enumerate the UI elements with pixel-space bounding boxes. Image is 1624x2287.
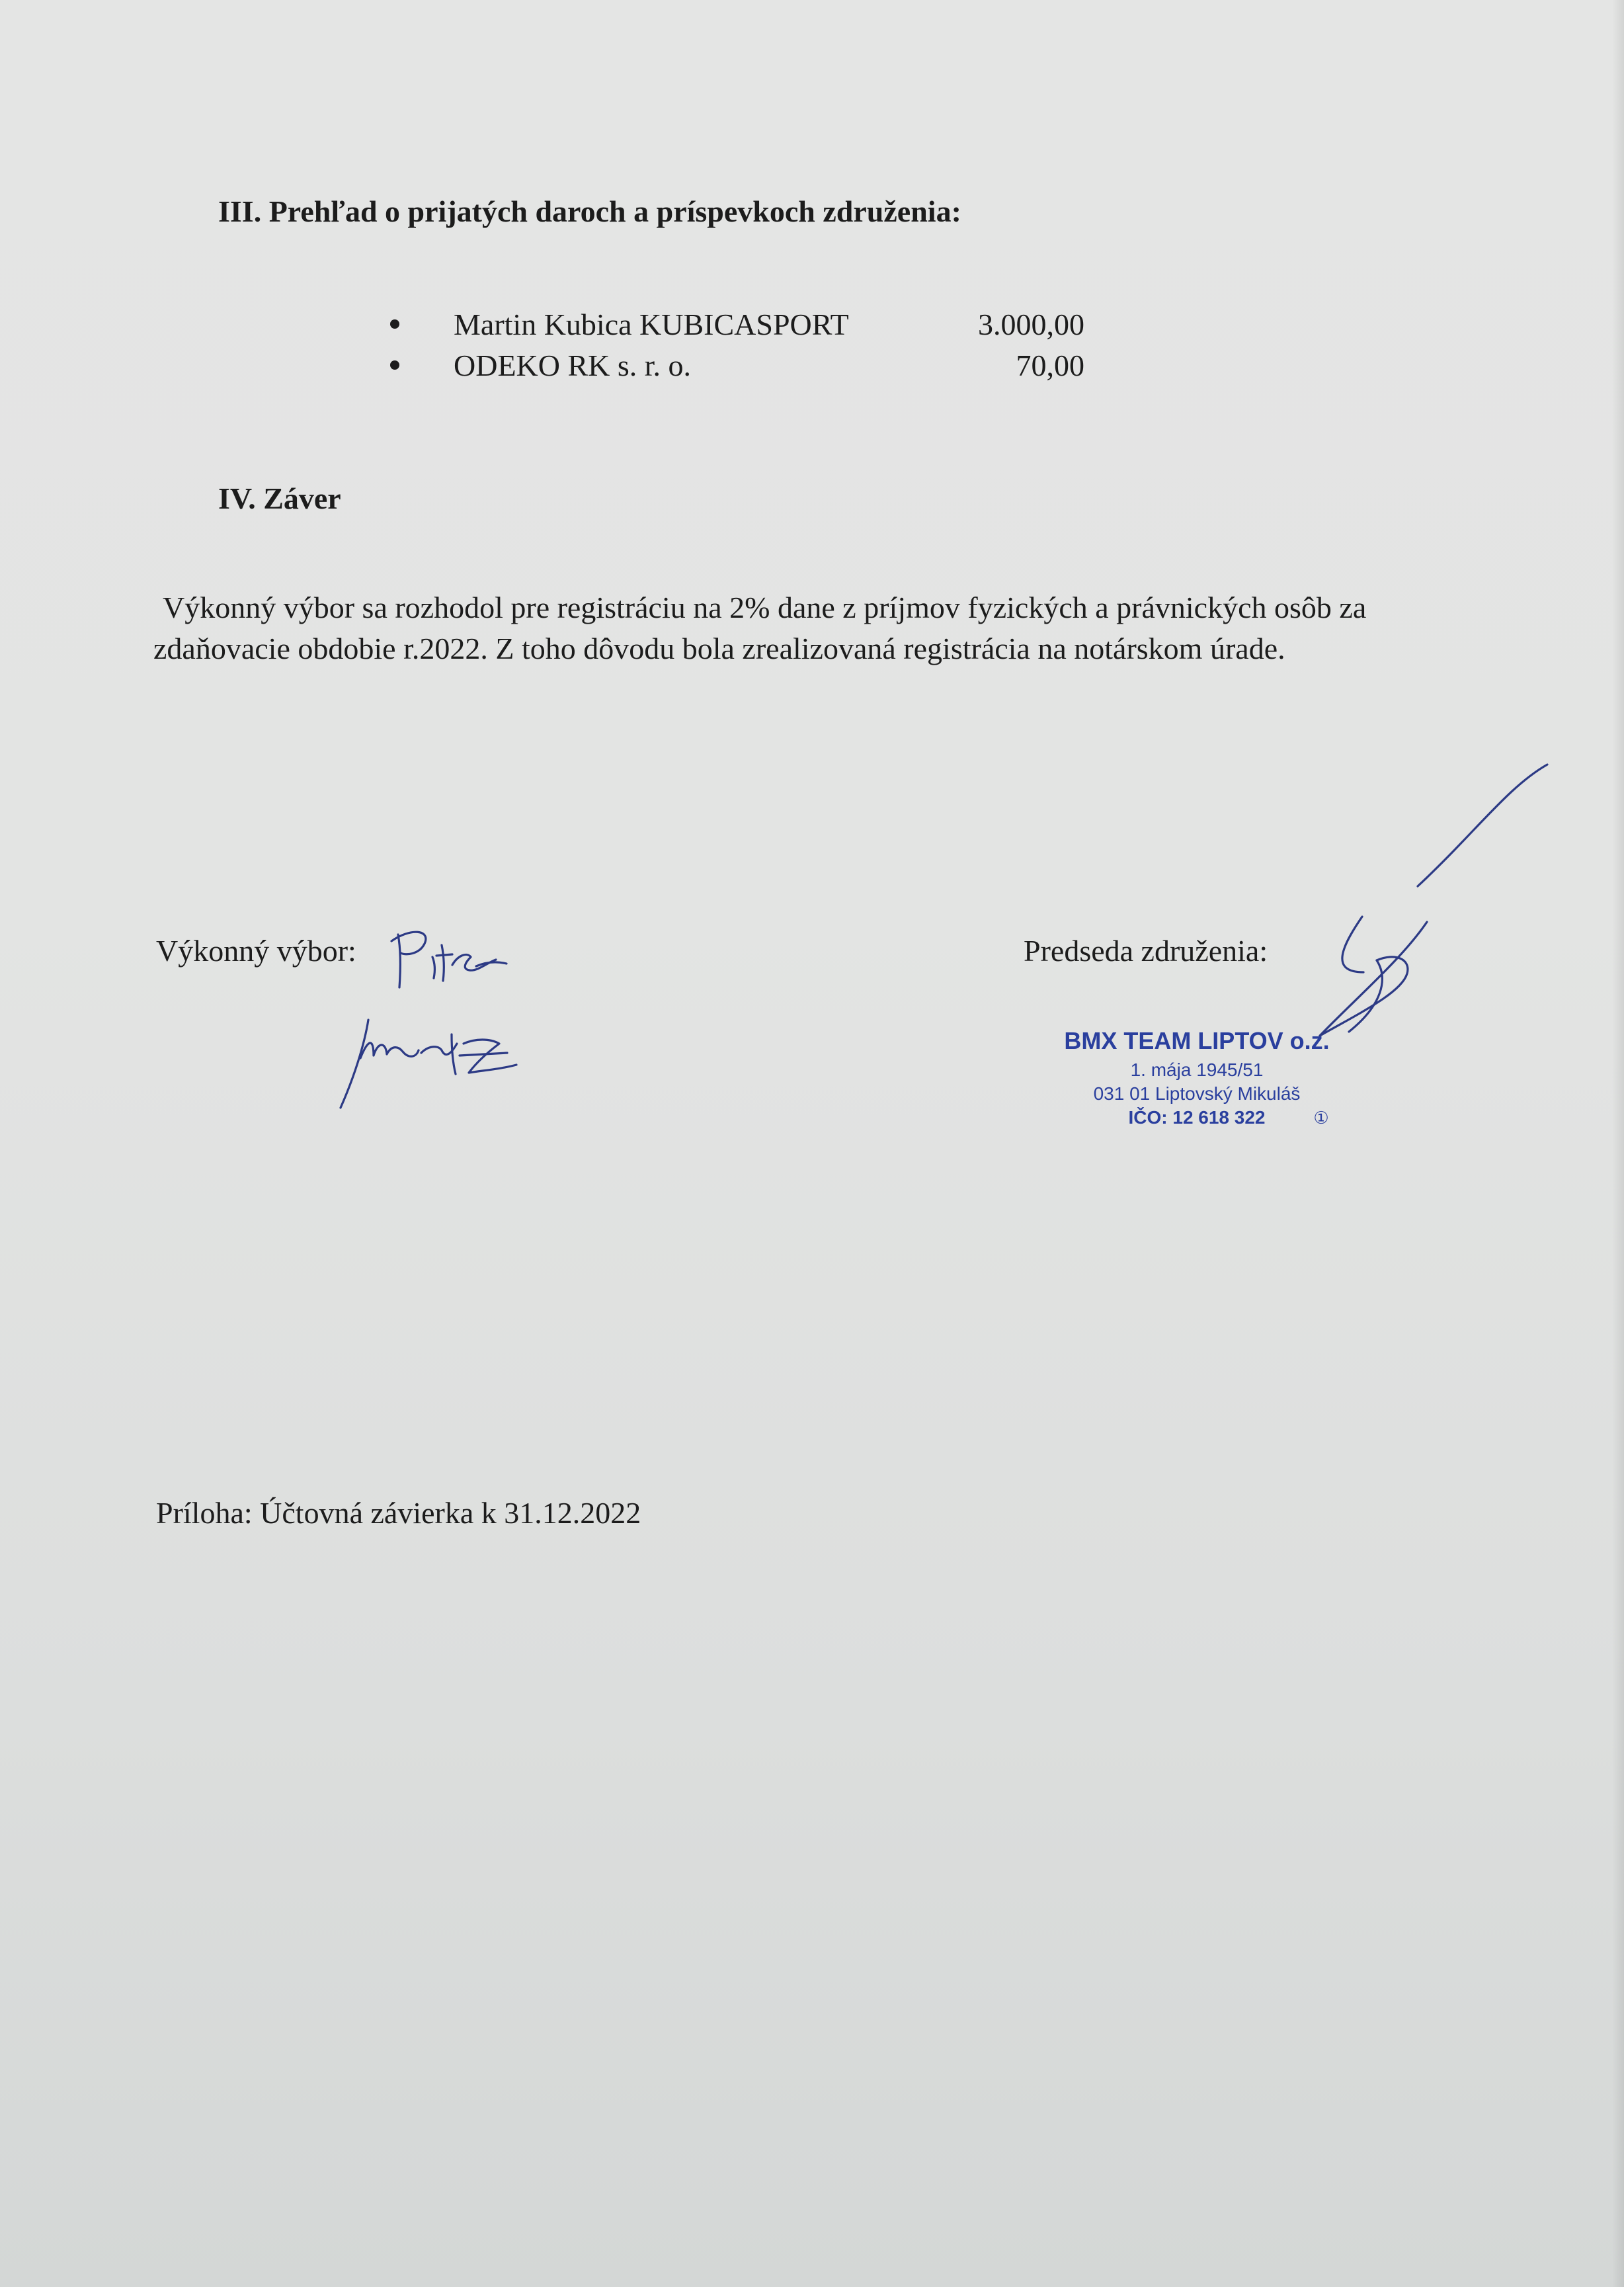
committee-signature-1	[384, 923, 516, 995]
donor-name: Martin Kubica KUBICASPORT	[454, 308, 849, 341]
stamp-name: BMX TEAM LIPTOV o.z.	[1064, 1027, 1330, 1054]
page-edge-shadow	[1612, 0, 1624, 2287]
stamp-ico: IČO: 12 618 322	[1128, 1107, 1266, 1128]
stamp-street: 1. mája 1945/51	[1130, 1060, 1264, 1080]
conclusion-paragraph	[153, 587, 1482, 669]
donation-amount: 3.000,00	[978, 308, 1084, 341]
committee-signature-2	[334, 1012, 532, 1111]
bullet-icon	[390, 319, 399, 329]
donor-name: ODEKO RK s. r. o.	[454, 349, 692, 382]
stamp-number-icon: ①	[1313, 1108, 1329, 1128]
donation-amount: 70,00	[1016, 349, 1084, 382]
chair-signature	[1283, 761, 1561, 1052]
stamp-city: 031 01 Liptovský Mikuláš	[1093, 1083, 1301, 1104]
donation-list	[390, 304, 1084, 386]
chair-signature-label: Predseda združenia:	[1024, 934, 1268, 968]
section-conclusion-heading: IV. Záver	[218, 481, 341, 515]
donation-item	[390, 304, 1084, 345]
committee-signature-label: Výkonný výbor:	[156, 934, 356, 968]
paragraph-line: Výkonný výbor sa rozhodol pre registráciu na 2% dane z príjmov fyzických a právnických osôb za	[163, 591, 1367, 624]
bullet-icon	[390, 360, 399, 370]
paragraph-line: zdaňovacie obdobie r.2022. Z toho dôvodu bola zrealizovaná registrácia na notárskom úrade.	[153, 632, 1285, 665]
association-stamp	[1032, 1026, 1375, 1145]
section-donations-heading: III. Prehľad o prijatých daroch a príspevkoch združenia:	[218, 194, 961, 228]
appendix-note: Príloha: Účtovná závierka k 31.12.2022	[156, 1496, 641, 1530]
donation-item	[390, 345, 1084, 386]
